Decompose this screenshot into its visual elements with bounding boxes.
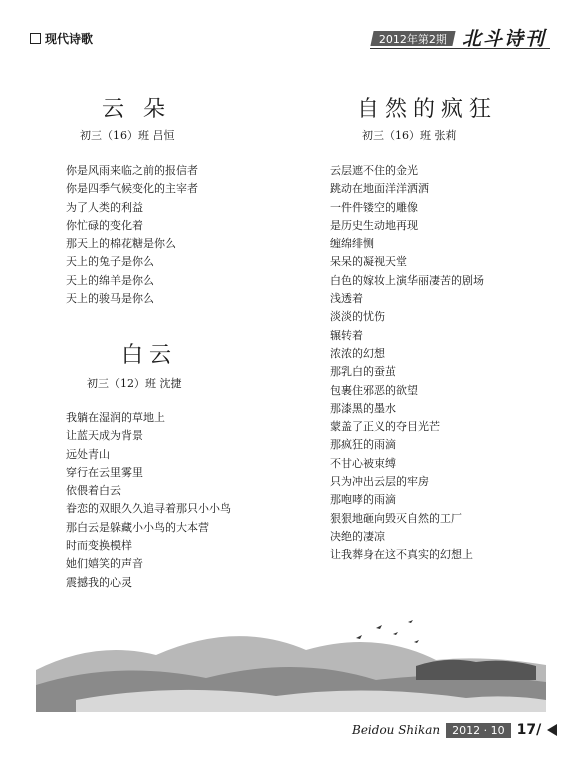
poem-line: 不甘心被束缚 <box>330 456 396 470</box>
bird-icon <box>376 625 382 629</box>
poem-line: 那咆哮的雨滴 <box>330 493 396 507</box>
poem-lines <box>330 162 484 565</box>
poem-line: 辗转着 <box>330 328 363 342</box>
poem-line: 穿行在云里雾里 <box>66 465 143 479</box>
bird-icon <box>408 620 413 623</box>
poem-author: 初三（16）班 吕恒 <box>80 129 175 142</box>
poem-line: 淡淡的忧伤 <box>330 310 385 324</box>
poem-line: 那白云是躲藏小小鸟的大本营 <box>66 520 209 534</box>
poem-line: 蒙盖了正义的夺目光芒 <box>330 420 440 434</box>
bird-icon <box>356 635 362 639</box>
arrow-left-icon <box>547 724 557 736</box>
poem-author: 初三（16）班 张莉 <box>362 129 457 142</box>
poem-line: 我躺在湿润的草地上 <box>66 411 165 424</box>
poem-line: 缠绵绯恻 <box>330 237 374 251</box>
poem-line: 震撼我的心灵 <box>66 575 132 589</box>
poem-lines <box>66 409 231 592</box>
issue-badge <box>370 31 455 46</box>
section-name: 现代诗歌 <box>45 32 94 46</box>
poem-line: 她们嬉笑的声音 <box>66 557 143 571</box>
poem-line: 那乳白的蚕茧 <box>330 365 396 379</box>
bird-icon <box>393 632 398 635</box>
poem-line: 你是风雨来临之前的报信者 <box>66 164 198 177</box>
poem-line: 跳动在地面洋洋洒洒 <box>330 182 429 196</box>
poem-line: 狠狠地砸向毁灭自然的工厂 <box>330 511 462 525</box>
poem-author: 初三（12）班 沈捷 <box>87 377 182 390</box>
poem-title: 自然的疯狂 <box>357 97 498 122</box>
page-footer <box>352 722 557 738</box>
poem-line: 你忙碌的变化着 <box>66 218 143 232</box>
poem-line: 为了人类的利益 <box>66 200 143 214</box>
bird-icon <box>414 640 419 643</box>
poem-lines <box>66 162 198 308</box>
poem-line: 是历史生动地再现 <box>330 218 418 232</box>
poem-line: 眷恋的双眼久久追寻着那只小小鸟 <box>66 502 231 516</box>
poem-line: 白色的嫁妆上演华丽凄苦的剧场 <box>330 273 484 287</box>
checkbox-icon <box>30 33 41 44</box>
poem-line: 包裹住邪恶的欲望 <box>330 383 418 397</box>
poem-line: 浅透着 <box>330 292 363 306</box>
poem-title: 云 朵 <box>102 97 171 122</box>
section-label <box>30 30 93 47</box>
poem-line: 天上的绵羊是你么 <box>66 273 154 287</box>
poem-line: 那天上的棉花糖是你么 <box>66 237 176 251</box>
poem-title: 白云 <box>121 343 178 368</box>
landscape-illustration <box>36 600 546 712</box>
poem-line: 你是四季气候变化的主宰者 <box>66 182 198 196</box>
header-divider <box>370 48 550 49</box>
poem-line: 只为冲出云层的牢房 <box>330 475 429 489</box>
footer-journal-name: Beidou Shikan <box>352 723 441 737</box>
issue-text: 2012年第2期 <box>379 32 447 46</box>
poem-line: 让蓝天成为背景 <box>66 429 143 443</box>
poem-line: 呆呆的凝视天堂 <box>330 255 407 269</box>
footer-issue-badge: 2012 · 10 <box>446 723 510 738</box>
poem-line: 浓浓的幻想 <box>330 346 385 360</box>
poem-line: 那漆黑的墨水 <box>330 401 396 415</box>
poem-line: 那疯狂的雨滴 <box>330 438 396 452</box>
poem-line: 一件件镂空的雕像 <box>330 200 418 214</box>
journal-title: 北斗诗刊 <box>462 28 547 50</box>
poem-line: 天上的骏马是你么 <box>66 292 154 306</box>
poem-line: 时而变换模样 <box>66 539 132 553</box>
poem-line: 云层遮不住的金光 <box>330 164 418 177</box>
poem-line: 天上的兔子是你么 <box>66 255 154 269</box>
poem-line: 让我葬身在这不真实的幻想上 <box>330 548 473 562</box>
poem-line: 远处青山 <box>66 447 110 461</box>
poem-line: 决绝的凄凉 <box>330 529 385 543</box>
page-number: 17/ <box>516 722 542 738</box>
poem-line: 依偎着白云 <box>66 484 121 498</box>
